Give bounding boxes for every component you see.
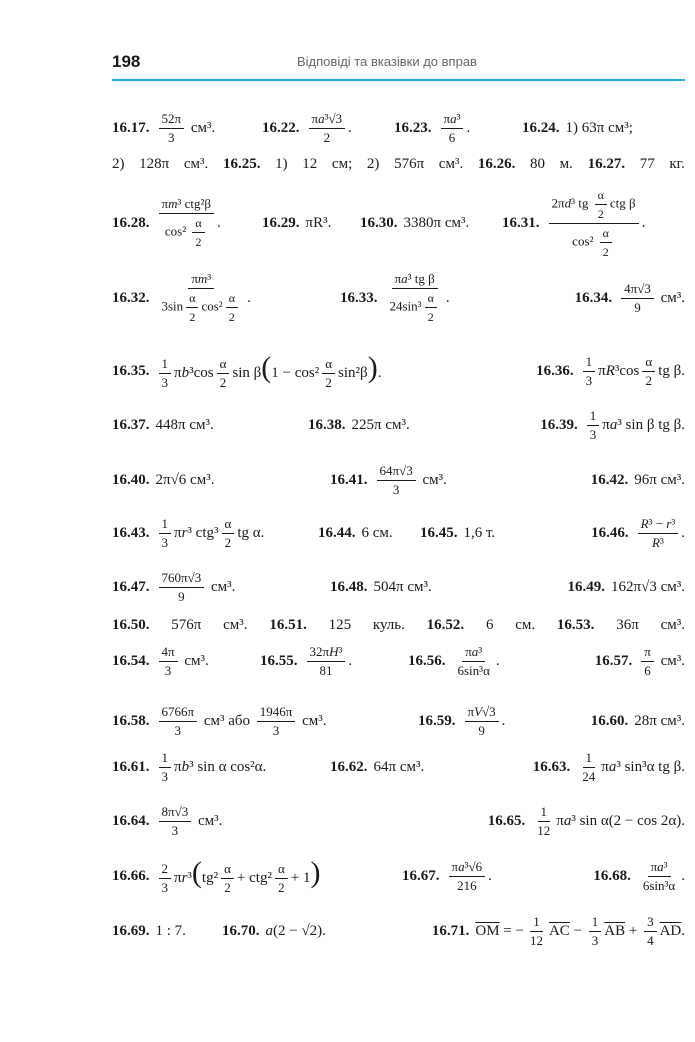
item-number: 16.47. — [112, 578, 150, 595]
answer-text: 448π см³. — [155, 416, 214, 433]
item-number: 16.36. — [536, 362, 574, 379]
item-number: 16.43. — [112, 524, 150, 541]
answer-text: πR³. — [305, 214, 332, 231]
answer-line-10: 16.50. 576π см³. 16.51. 125 куль. 16.52. 6 см. 16.53. 36π см³. — [112, 617, 685, 633]
answer-text: 6 см. — [361, 524, 393, 541]
formula: πa³ tg β 24sin³ $\frac{\alpha}{2}$ — [387, 271, 443, 325]
formula: $\frac{1}{3}$ πb³cos $\frac{\alpha}{2}$ sin β(1 − cos² $\frac{\alpha}{2}$ sin²β). — [156, 351, 382, 391]
formula: $\frac{4\pi√3}{9}$ — [621, 281, 654, 316]
item-number: 16.68. — [593, 867, 631, 884]
item-number: 16.31. — [502, 214, 540, 231]
item-number: 16.58. — [112, 712, 150, 729]
header-rule — [112, 79, 685, 81]
page-header — [112, 52, 685, 82]
formula: $\frac{\text{32πH³}}{81}$ — [307, 644, 346, 679]
formula: a(2 − √2). — [265, 922, 326, 939]
formula: πm³ ctg²β cos² $\frac{\alpha}{2}$ — [159, 196, 215, 250]
answer-line-11: 16.54. $\frac{4\pi}{3}$ см³. 16.55. $\frac{\text{32πH³}}{81}$ . 16.56. $\frac{\text{πa³}}{\text{6sin³α}}$ . 16.57. $\frac{\pi}{6}$ см³. — [112, 643, 685, 678]
item-number: 16.45. — [420, 524, 458, 541]
item-number: 16.44. — [318, 524, 356, 541]
item-number: 16.35. — [112, 362, 150, 379]
running-title: Відповіді та вказівки до вправ — [297, 54, 477, 69]
item-number: 16.69. — [112, 922, 150, 939]
answer-line-4: 16.32. πm³ 3sin $\frac{\alpha}{2}$ cos² $\frac{\alpha}{2}$ . 16.33. πa³ tg β 24sin³ $\frac{\alpha}{2}$ . 16.34. $\frac{4\pi√3}{9}$ см³. — [112, 271, 685, 324]
item-number: 16.29. — [262, 214, 300, 231]
formula: $\frac{1}{12}$ πa³ sin α(2 − cos 2α). — [537, 803, 685, 838]
answer-line-5 — [112, 346, 685, 396]
formula: $\frac{\text{πa³}}{6}$ — [441, 111, 464, 146]
formula: $\frac{52\pi}{3}$ — [159, 111, 185, 146]
answer-text: 3380π см³. — [403, 214, 470, 231]
formula: $\frac{\text{πa³√3}}{2}$ — [309, 111, 346, 146]
answer-line-6 — [112, 400, 685, 450]
answer-text: 162π√3 см³. — [611, 578, 685, 595]
answer-text: 64π см³. — [373, 758, 425, 775]
answer-text: 1,6 т. — [463, 524, 496, 541]
formula: $\frac{\text{πa³}}{\text{6sin³α}}$ — [642, 858, 676, 893]
formula: $\frac{\pi V√3}{9}$ — [465, 704, 499, 739]
formula: $\frac{\text{πa³}}{\text{6sin³α}}$ — [457, 643, 490, 678]
formula: πm³ 3sin $\frac{\alpha}{2}$ cos² $\frac{\alpha}{2}$ — [159, 271, 245, 325]
answer-text: 1) 63π см³; — [565, 119, 633, 136]
answer-line-9: 16.47. $\frac{760\pi√3}{9}$ см³. 16.48. 504π см³. 16.49. 162π√3 см³. — [112, 569, 685, 604]
answer-text: 225π см³. — [351, 416, 410, 433]
answer-text: 504π см³. — [373, 578, 432, 595]
formula: 2πd³ tg $\frac{\alpha}{2}$ ctg β cos² $\frac{\alpha}{2}$ — [549, 187, 639, 260]
answer-text: 2π√6 см³. — [155, 471, 215, 488]
formula: $\frac{6766\pi}{3}$ см³ або $\frac{1946\pi}{3}$ см³. — [156, 704, 327, 739]
page-number: 198 — [112, 52, 141, 71]
item-number: 16.46. — [591, 524, 629, 541]
item-number: 16.48. — [330, 578, 368, 595]
answer-line-7: 16.40. 2π√6 см³. 16.41. $\frac{64\pi√3}{3}$ см³. 16.42. 96π см³. — [112, 462, 685, 497]
item-number: 16.49. — [567, 578, 606, 595]
answer-line-16 — [112, 906, 685, 956]
answer-line-13 — [112, 742, 685, 792]
formula: $\frac{1}{3}$ πr³ ctg³ $\frac{\alpha}{2}$ tg α. — [156, 516, 265, 551]
item-number: 16.60. — [590, 712, 629, 729]
answer-line-1: 16.17. $\frac{52\pi}{3}$ см³. 16.22. $\frac{\text{πa³√3}}{2}$ . 16.23. $\frac{\text{πa³}}{6}$ . 16.24. 1) 63π см³; — [112, 110, 633, 145]
answer-line-14: 16.64. $\frac{8\pi√3}{3}$ см³. 16.65. $\frac{1}{12}$ πa³ sin α(2 − cos 2α). — [112, 803, 685, 838]
item-number: 16.23. — [394, 119, 432, 136]
answer-line-8: 16.43. $\frac{1}{3}$ πr³ ctg³ $\frac{\alpha}{2}$ tg α. 16.44. 6 см. 16.45. 1,6 т. 16.46. $\frac{\text{R³ − r³}}{\text{R³}}$ . — [112, 515, 685, 550]
item-number: 16.40. — [112, 471, 150, 488]
formula: $\frac{1}{3}$ πR³cos $\frac{\alpha}{2}$ tg β. — [580, 354, 685, 389]
answer-line-12: 16.58. $\frac{6766\pi}{3}$ см³ або $\frac{1946\pi}{3}$ см³. 16.59. $\frac{\pi V√3}{9}$ . 16.60. 28π см³. — [112, 703, 685, 738]
item-number: 16.67. — [402, 867, 440, 884]
answer-line-3: 16.28. πm³ ctg²β cos² $\frac{\alpha}{2}$ . 16.29. πR³. 16.30. 3380π см³. 16.31. 2πd³ tg $\frac{\alpha}{2}$ ctg β cos² $\frac{\alpha}{2}$ . — [112, 187, 646, 259]
item-number: 16.56. — [408, 652, 446, 669]
item-number: 16.22. — [262, 119, 300, 136]
item-number: 16.33. — [340, 289, 378, 306]
item-number: 16.70. — [222, 922, 260, 939]
formula: $\frac{\text{πa³√6}}{216}$ — [449, 859, 486, 894]
formula: $\frac{2}{3}$ πr³(tg² $\frac{\alpha}{2}$ + ctg² $\frac{\alpha}{2}$ + 1) — [156, 856, 321, 896]
item-number: 16.61. — [112, 758, 150, 775]
item-number: 16.17. — [112, 119, 150, 136]
item-number: 16.38. — [308, 416, 346, 433]
item-number: 16.59. — [418, 712, 456, 729]
formula: $\frac{1}{3}$ πb³ sin α cos²α. — [156, 750, 267, 785]
formula: $\frac{1}{24}$ πa³ sin³α tg β. — [582, 749, 685, 784]
formula: $\frac{\text{R³ − r³}}{\text{R³}}$ — [638, 516, 679, 551]
item-number: 16.24. — [522, 119, 560, 136]
item-number: 16.28. — [112, 214, 150, 231]
item-number: 16.42. — [590, 471, 629, 488]
answer-line-2: 2) 128π см³. 16.25. 1) 12 см; 2) 576π см³. 16.26. 80 м. 16.27. 77 кг. — [112, 156, 685, 172]
item-number: 16.62. — [330, 758, 368, 775]
item-number: 16.34. — [574, 289, 613, 306]
item-number: 16.57. — [594, 652, 633, 669]
item-number: 16.65. — [487, 812, 526, 829]
item-number: 16.64. — [112, 812, 150, 829]
formula: $\frac{64\pi√3}{3}$ — [377, 463, 416, 498]
formula: $\frac{8\pi√3}{3}$ — [159, 804, 192, 839]
formula: $\frac{4\pi}{3}$ — [159, 644, 178, 679]
item-number: 16.32. — [112, 289, 150, 306]
answer-line-15: 16.66. $\frac{2}{3}$ πr³(tg² $\frac{\alpha}{2}$ + ctg² $\frac{\alpha}{2}$ + 1) 16.67. $\frac{\text{πa³√6}}{216}$ . 16.68. $\frac{\text{πa³}}{\text{6sin³α}}$ . — [112, 855, 685, 896]
answer-text: 1 : 7. — [155, 922, 186, 939]
formula: $\overline{OM}$ = − $\frac{1}{12}$ $\overline{AC}$ − $\frac{1}{3}$ $\overline{AB}$ + $\frac{3}{4}$ $\overline{AD}$. — [475, 913, 685, 948]
item-number: 16.55. — [260, 652, 298, 669]
item-number: 16.71. — [431, 922, 470, 939]
item-number: 16.54. — [112, 652, 150, 669]
formula: $\frac{\pi}{6}$ — [641, 644, 654, 679]
item-number: 16.66. — [112, 867, 150, 884]
item-number: 16.41. — [330, 471, 368, 488]
formula: $\frac{760\pi√3}{9}$ — [159, 570, 205, 605]
formula: $\frac{1}{3}$ πa³ sin β tg β. — [584, 408, 685, 443]
item-number: 16.39. — [540, 416, 578, 433]
item-number: 16.37. — [112, 416, 150, 433]
answer-text: 96π см³. — [634, 471, 685, 488]
item-number: 16.30. — [360, 214, 398, 231]
item-number: 16.63. — [532, 758, 571, 775]
answer-text: 28π см³. — [634, 712, 685, 729]
